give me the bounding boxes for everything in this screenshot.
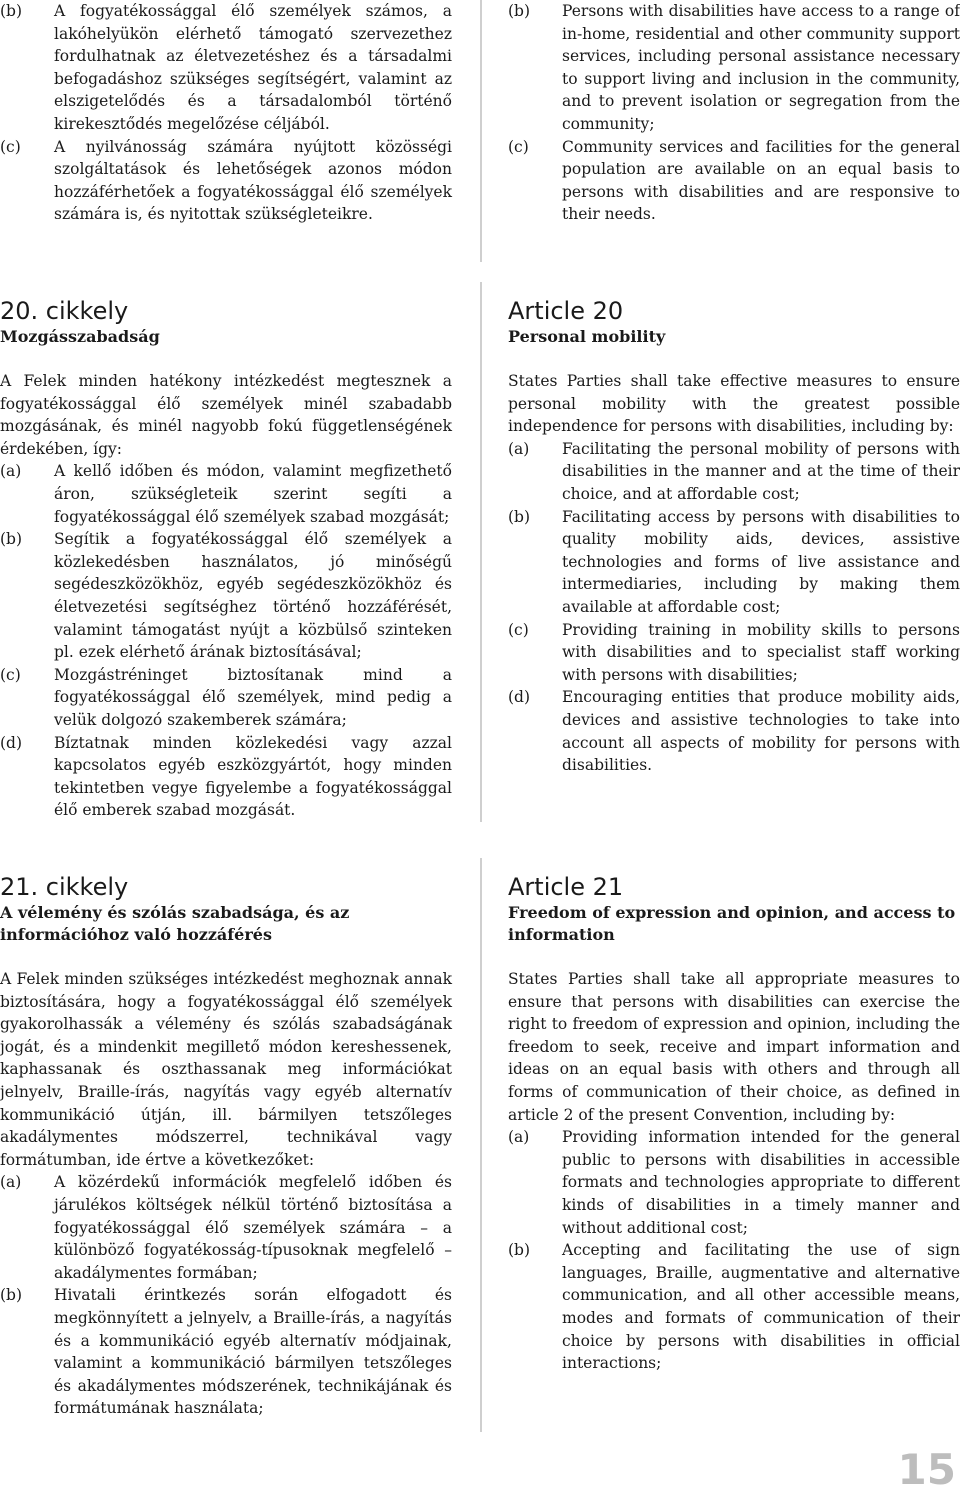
item-text: Providing training in mobility skills to persons with disabilities and to specialist staff working with persons with disabilities; — [562, 620, 960, 684]
item-text: Mozgástréninget biztosítanak mind a fogyatékossággal élő személyek, mind pedig a velük dolgozó szakemberek számára; — [54, 665, 452, 729]
item-marker: (b) — [508, 2, 531, 20]
article-intro: States Parties shall take all appropriate measures to ensure that persons with disabilities can exercise the right to freedom of expression and opinion, including the freedom to seek, receive and impart information and ideas on an equal basis with others and through all forms of communication of their choice, as defined in article 2 of the present Convention, including by: — [508, 970, 960, 1124]
item-text: A közérdekű információk megfelelő időben és járulékos költségek nélkül történő biztosítása a fogyatékossággal élő személyek számára – a különböző fogyatékosság-típusoknak megfelelő – akadálymentes formában; — [54, 1173, 452, 1282]
list-item — [508, 136, 960, 226]
item-marker: (b) — [508, 507, 531, 526]
item-marker: (c) — [508, 137, 529, 156]
item-marker: (a) — [508, 439, 530, 458]
item-text: Accepting and facilitating the use of sign languages, Braille, augmentative and alternative communication, and all other accessible means, modes and formats of communication of their choice by persons with disabilities in official interactions; — [562, 1241, 960, 1373]
article-subheading: Mozgásszabadság — [0, 327, 160, 346]
article-20-en — [508, 296, 960, 777]
article-intro: States Parties shall take effective measures to ensure personal mobility with the greatest possible independence for persons with disabilities, including by: — [508, 372, 960, 436]
list-item — [0, 0, 452, 136]
article-21-hu — [0, 872, 452, 1420]
list-item — [508, 1239, 960, 1375]
article-heading: Article 21 — [508, 873, 624, 901]
column-divider — [480, 282, 482, 822]
item-marker: (b) — [508, 1241, 531, 1260]
item-text: Persons with disabilities have access to a range of in-home, residential and other community support services, including personal assistance necessary to support living and inclusion in the community, and to prevent isolation or segregation from the community; — [562, 2, 960, 133]
continued-list-en — [508, 0, 960, 226]
list-item — [508, 1126, 960, 1239]
item-marker: (b) — [0, 530, 23, 549]
item-text: Hivatali érintkezés során elfogadott és megkönnyített a jelnyelv, a Braille-írás, a nagyítás és a kommunikáció egyéb alternatív módjainak, valamint a kommunikáció bármilyen tetszőleges és akadálymentes módszerének, technikájának és formátumának használata; — [54, 1286, 452, 1418]
item-marker: (b) — [0, 1286, 23, 1305]
item-marker: (c) — [508, 620, 529, 639]
list-item — [0, 1284, 452, 1420]
article-heading: 20. cikkely — [0, 297, 129, 325]
column-divider — [480, 0, 482, 262]
list-item — [0, 732, 452, 822]
item-text: Facilitating the personal mobility of persons with disabilities in the manner and at the time of their choice, and at affordable cost; — [562, 439, 960, 503]
item-marker: (a) — [508, 1128, 530, 1147]
list-item — [0, 1171, 452, 1284]
list-item — [508, 506, 960, 619]
item-marker: (a) — [0, 462, 22, 481]
item-marker: (c) — [0, 137, 21, 156]
item-text: A fogyatékossággal élő személyek számos, a lakóhelyükön elérhető támogató szervezethez fordulhatnak az életvezetéshez és a társadalmi befogadáshoz szükséges segítségért, valamint az elszigetelődés és a társadalomból történő kirekesztődés megelőzése céljából. — [54, 2, 452, 133]
article-20-hu — [0, 296, 452, 822]
item-text: Community services and facilities for the general population are available on an equal basis to persons with disabilities and are responsive to their needs. — [562, 137, 960, 224]
article-heading: 21. cikkely — [0, 873, 129, 901]
list-item — [508, 438, 960, 506]
item-marker: (c) — [0, 665, 21, 684]
continued-list-hu — [0, 0, 452, 226]
article-intro: A Felek minden szükséges intézkedést meghoznak annak biztosítására, hogy a fogyatékossággal élő személyek gyakorolhassák a vélemény és szólás szabadságának jogát, és a mindenkit megillető módon kereshessenek, kaphassanak és oszthassanak meg információkat jelnyelv, Braille-írás, nagyítás vagy egyéb alternatív kommunikáció útján, ill. bármilyen tetszőleges akadálymentes módszerrel, technikával vagy formátumban, ide értve a következőket: — [0, 970, 452, 1169]
item-text: Bíztatnak minden közlekedési vagy azzal kapcsolatos egyéb eszközgyártót, hogy minden tekintetben vegye figyelembe a fogyatékossággal élő emberek szabad mozgását. — [54, 733, 452, 820]
item-marker: (a) — [0, 1173, 22, 1192]
list-item — [0, 664, 452, 732]
article-intro: A Felek minden hatékony intézkedést megtesznek a fogyatékossággal élő személyek minél szabadabb mozgásának, és minél nagyobb fokú függetlenségének érdekében, így: — [0, 372, 452, 458]
column-divider — [480, 858, 482, 1432]
item-marker: (b) — [0, 2, 23, 20]
list-item — [0, 460, 452, 528]
list-item — [0, 136, 452, 226]
list-item — [0, 528, 452, 664]
item-text: Facilitating access by persons with disabilities to quality mobility aids, devices, assistive technologies and forms of live assistance and intermediaries, including by making them available at affordable cost; — [562, 507, 960, 616]
list-item — [508, 0, 960, 136]
item-marker: (d) — [508, 688, 531, 707]
list-item — [508, 686, 960, 776]
item-text: Providing information intended for the general public to persons with disabilities in accessible formats and technologies appropriate to different kinds of disabilities in a timely manner and without additional cost; — [562, 1128, 960, 1237]
page-number: 15 — [897, 1445, 956, 1494]
item-text: Encouraging entities that produce mobility aids, devices and assistive technologies to take into account all aspects of mobility for persons with disabilities. — [562, 688, 960, 775]
article-subheading: Freedom of expression and opinion, and access to information — [508, 903, 956, 944]
item-text: A kellő időben és módon, valamint megfizethető áron, szükségleteik szerint segíti a fogyatékossággal élő személyek szabad mozgását; — [54, 462, 452, 526]
article-heading: Article 20 — [508, 297, 624, 325]
article-subheading: Personal mobility — [508, 327, 666, 346]
list-item — [508, 619, 960, 687]
article-21-en — [508, 872, 960, 1375]
item-text: A nyilvánosság számára nyújtott közösségi szolgáltatások és lehetőségek azonos módon hozzáférhetőek a fogyatékossággal élő személyek számára is, és nyitottak szükségleteikre. — [54, 137, 452, 224]
article-subheading: A vélemény és szólás szabadsága, és az információhoz való hozzáférés — [0, 903, 350, 944]
item-text: Segítik a fogyatékossággal élő személyek a közlekedésben használatos, jó minőségű segédeszközökhöz, egyéb segédeszközökhöz és életvezetési segítséghez történő hozzáférését, valamint támogatást nyújt a közbülső szinteken pl. ezek elérhető árának biztosításával; — [54, 530, 452, 662]
item-marker: (d) — [0, 733, 23, 752]
